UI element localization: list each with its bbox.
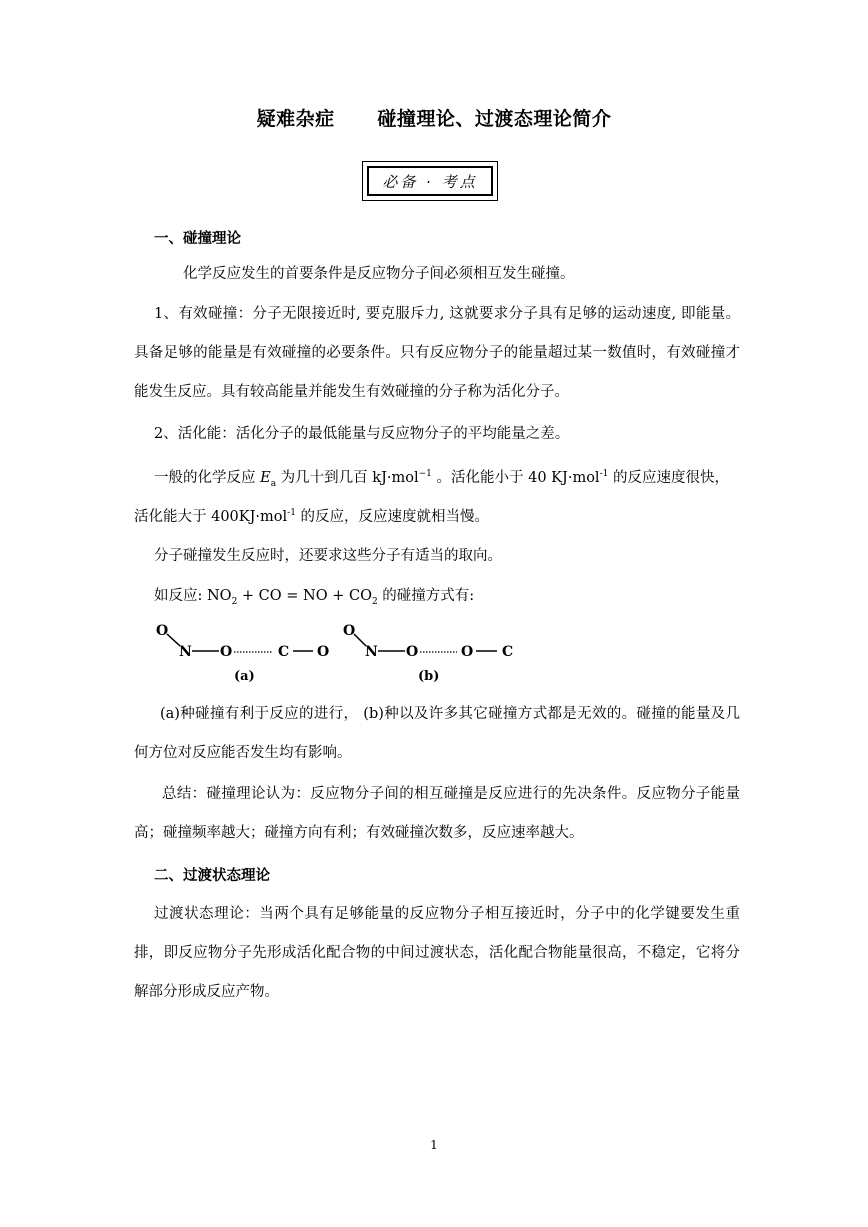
collision-diagram-a [156, 623, 329, 684]
activation-energy-paragraph: 2、活化能：活化分子的最低能量与反应物分子的平均能量之差。 [154, 426, 570, 442]
section-heading-collision: 一、碰撞理论 [154, 231, 241, 247]
diagram-b-oxygen-end: O [461, 644, 474, 660]
diagram-b-oxygen-top: O [343, 623, 356, 639]
badge-label: 必备 · 考点 [367, 166, 493, 196]
diagram-a-carbon: C [278, 644, 290, 660]
diagram-b-oxygen-mid: O [406, 644, 419, 660]
activation-energy-range-line1: 一般的化学反应 $E_a$ 为几十到几百 kJ·mol$^{-1}$ 。活化能小于 40 KJ·mol$^{-1}$ 的反应速度很快， [154, 469, 729, 489]
page-number: 1 [430, 1138, 438, 1152]
diagram-a-oxygen-mid: O [220, 644, 233, 660]
summary-paragraph: 总结：碰撞理论认为：反应物分子间的相互碰撞是反应进行的先决条件。反应物分子能量高；碰撞频率越大；碰撞方向有利；有效碰撞次数多，反应速率越大。 [134, 786, 740, 841]
diagram-b-carbon: C [502, 644, 514, 660]
section-heading-transition-state: 二、过渡状态理论 [154, 868, 270, 884]
orientation-paragraph: 分子碰撞发生反应时，还要求这些分子有适当的取向。 [154, 548, 502, 564]
page-title: 疑难杂症 碰撞理论、过渡态理论简介 [256, 108, 612, 130]
diagram-b-nitrogen: N [365, 644, 378, 660]
diagram-b-label: (b) [418, 669, 440, 684]
effective-collision-paragraph: 1、有效碰撞：分子无限接近时, 要克服斥力, 这就要求分子具有足够的运动速度, 即能量。 具备足够的能量是有效碰撞的必要条件。只有反应物分子的能量超过某一数值时，有效碰撞才能发生反应。具有较高能量并能发生有效碰撞的分子称为活化分子。 [134, 306, 740, 400]
collision-orientation-diagram [150, 618, 530, 690]
diagram-a-label: (a) [234, 669, 255, 684]
intro-paragraph: 化学反应发生的首要条件是反应物分子间必须相互发生碰撞。 [183, 266, 575, 282]
diagram-a-nitrogen: N [179, 644, 192, 660]
activation-energy-range-line2: 活化能大于 400KJ·mol$^{-1}$ 的反应，反应速度就相当慢。 [134, 508, 490, 525]
collision-diagram-b [343, 623, 513, 684]
ea-symbol: E [260, 470, 271, 486]
reaction-equation-line: 如反应: $NO_2$ + CO = NO + $CO_2$ 的碰撞方式有: [154, 588, 475, 607]
diagram-a-oxygen-end: O [317, 644, 330, 660]
orientation-conclusion-paragraph: (a)种碰撞有利于反应的进行， (b)种以及许多其它碰撞方式都是无效的。碰撞的能量及几何方位对反应能否发生均有影响。 [134, 706, 740, 761]
section-badge [362, 161, 498, 201]
transition-state-paragraph: 过渡状态理论：当两个具有足够能量的反应物分子相互接近时，分子中的化学键要发生重排，即反应物分子先形成活化配合物的中间过渡状态，活化配合物能量很高，不稳定，它将分解部分形成反应产物。 [134, 906, 740, 1000]
diagram-a-oxygen-top: O [156, 623, 169, 639]
